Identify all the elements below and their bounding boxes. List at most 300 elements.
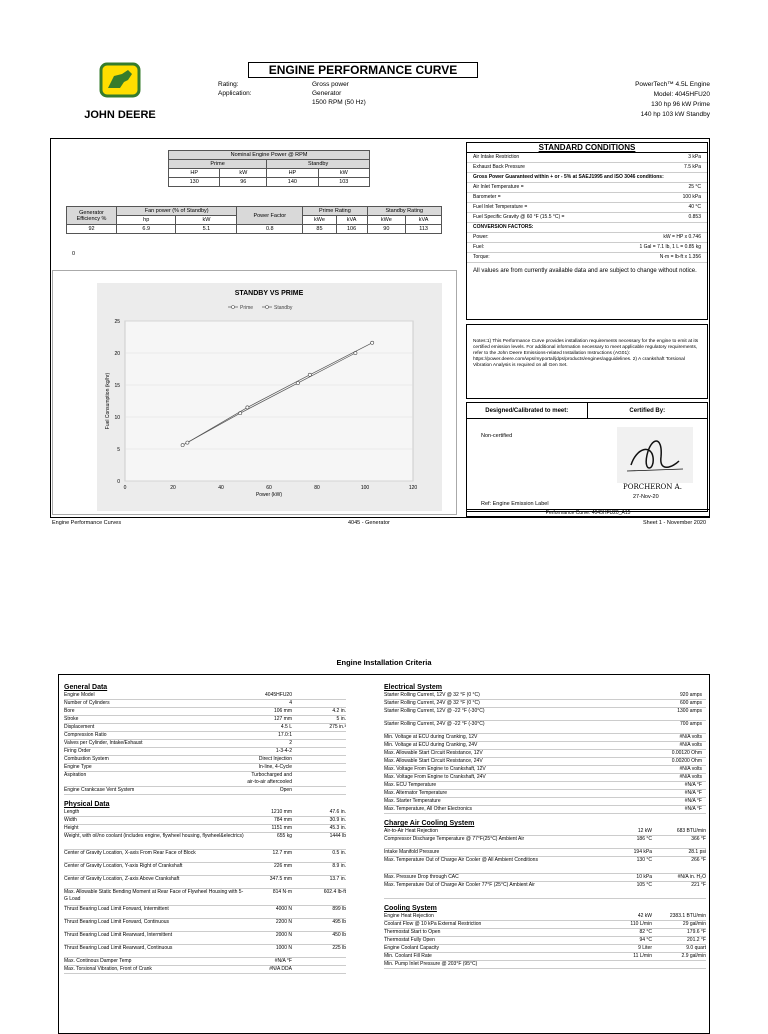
- general-row: [64, 732, 346, 740]
- criteria-label: Thrust Bearing Load Limit Rearward, Intermittent: [64, 932, 173, 938]
- cooling-row: [384, 921, 706, 929]
- criteria-label: Thrust Bearing Load Limit Forward, Intermittent: [64, 906, 169, 912]
- cooling-title: Cooling System: [384, 905, 437, 912]
- fan-power-header: Fan power (% of Standby): [117, 207, 237, 216]
- criteria-value: #N/A °F: [684, 806, 702, 812]
- gen-value: 85: [303, 225, 336, 234]
- criteria-title: Engine Installation Criteria: [336, 658, 432, 667]
- criteria-value: #N/A volts: [679, 742, 702, 748]
- criteria-label: Starter Rolling Current, 12V @ -22 °F (-30°C): [384, 708, 485, 714]
- general-row: [64, 787, 346, 795]
- std-value: N·m = lb-ft x 1.356: [659, 254, 701, 260]
- criteria-value: 10 kPa: [636, 874, 652, 880]
- x-tick-label: 0: [123, 485, 127, 491]
- physical-row: [64, 945, 346, 958]
- gen-value: 0.8: [237, 225, 303, 234]
- criteria-value: 130 °C: [636, 857, 652, 863]
- criteria-value: 4: [289, 700, 292, 706]
- criteria-value: In-line, 4-Cycle: [258, 764, 292, 770]
- criteria-label: Max. Continous Damper Temp: [64, 958, 132, 964]
- std-label: Power:: [473, 234, 489, 240]
- rating-block: [218, 80, 252, 98]
- plot-area: [125, 321, 413, 481]
- std-row: [467, 243, 707, 253]
- criteria-label: Weight, with oil/no coolant (includes engine, flywheel housing, flywheel&electrics): [64, 833, 244, 839]
- physical-row: [64, 906, 346, 919]
- application-label: Application:: [218, 90, 252, 97]
- footer-left: Engine Performance Curves: [52, 520, 122, 526]
- rating-value: Gross power: [312, 81, 349, 88]
- standby-kw: 103: [318, 178, 369, 187]
- prime-kw: 96: [220, 178, 267, 187]
- standby-header: Standby: [267, 160, 370, 169]
- hp-header: HP: [169, 169, 220, 178]
- std-value: 0.853: [688, 214, 701, 220]
- application-value: Generator: [312, 90, 342, 97]
- general-row: [64, 764, 346, 772]
- criteria-value: 127 mm: [273, 716, 292, 722]
- physical-row: [64, 966, 346, 974]
- standard-conditions: [466, 142, 708, 320]
- criteria-value: 2000 N: [275, 932, 292, 938]
- engine-model: Model: 4045HFU20: [653, 91, 710, 98]
- cert-value: Non-certified: [481, 433, 513, 439]
- std-label: Barometer =: [473, 194, 501, 200]
- electrical-row: [384, 758, 706, 766]
- x-tick-label: 80: [314, 485, 320, 491]
- criteria-value: 82 °C: [639, 929, 652, 935]
- criteria-value: 600 amps: [680, 700, 702, 706]
- designed-label: Designed/Calibrated to meet:: [467, 403, 588, 418]
- criteria-value: 899 lb: [332, 906, 346, 912]
- physical-row: [64, 889, 346, 906]
- criteria-value: 201.2 °F: [687, 937, 706, 943]
- ref-label: Ref: Engine Emission Label: [481, 501, 549, 507]
- criteria-value: #N/A volts: [679, 766, 702, 772]
- criteria-value: [606, 961, 656, 968]
- std-row: [467, 173, 707, 183]
- gen-value: 92: [67, 225, 117, 234]
- criteria-value: 784 mm: [273, 817, 292, 823]
- std-row: [467, 213, 707, 223]
- criteria-label: Min. Voltage at ECU during Cranking, 12V: [384, 734, 478, 740]
- criteria-value: 94 °C: [639, 937, 652, 943]
- standby-hp: 140: [267, 178, 318, 187]
- criteria-label: Max. Temperature Out of Charge Air Cooler 77°F (25°C) Ambient Air: [384, 882, 535, 888]
- criteria-value: 226 mm: [273, 863, 292, 869]
- criteria-value: 0.5 in.: [332, 850, 346, 856]
- criteria-label: Max. Allowable Start Circuit Resistance, 24V: [384, 758, 483, 764]
- zero-value: 0: [72, 251, 76, 257]
- criteria-value: [296, 732, 346, 739]
- physical-row: [64, 932, 346, 945]
- criteria-label: Air-to-Air Heat Rejection: [384, 828, 438, 834]
- criteria-label: Max. Allowable Static Bending Moment at Rear Face of Flywheel Housing with 5-G Load: [64, 889, 244, 902]
- x-tick-label: 40: [218, 485, 224, 491]
- x-tick-label: 100: [360, 485, 370, 491]
- criteria-value: 814 N·m: [272, 889, 292, 895]
- criteria-label: Max. Alternator Temperature: [384, 790, 447, 796]
- gen-eff-header: Generator Efficiency %: [67, 207, 117, 225]
- physical-row: [64, 833, 346, 850]
- criteria-value: 683 BTU/min: [676, 828, 706, 834]
- criteria-value: #N/A °F: [274, 958, 292, 964]
- criteria-value: 9 Liter: [638, 945, 652, 951]
- electrical-row: [384, 766, 706, 774]
- rpm-value: 1500 RPM (50 Hz): [312, 99, 366, 106]
- criteria-value: 2200 N: [275, 919, 292, 925]
- gen-value: 113: [406, 225, 442, 234]
- std-value: 25 °C: [688, 184, 701, 190]
- power-factor-header: Power Factor: [237, 207, 303, 225]
- criteria-label: Max. Temperature Out of Charge Air Cooler @ All Ambient Conditions: [384, 857, 538, 863]
- criteria-label: Engine Crankcase Vent System: [64, 787, 135, 793]
- criteria-value: 13.7 in.: [329, 876, 346, 882]
- criteria-value: 12.7 mm: [272, 850, 292, 856]
- std-label: Torque:: [473, 254, 490, 260]
- general-row: [64, 748, 346, 756]
- certification-box: [466, 402, 708, 512]
- physical-title: Physical Data: [64, 801, 110, 808]
- criteria-value: 347.5 mm: [269, 876, 292, 882]
- electrical-row: [384, 692, 706, 700]
- criteria-label: Displacement: [64, 724, 95, 730]
- criteria-value: 2.9 gal/min: [681, 953, 706, 959]
- criteria-value: #N/A volts: [679, 774, 702, 780]
- criteria-value: 1444 lb: [329, 833, 346, 839]
- sub-kwe: kWe: [303, 216, 336, 225]
- criteria-value: 9.0 quart: [686, 945, 706, 951]
- legend-label: Prime: [240, 305, 254, 311]
- criteria-value: 1210 mm: [271, 809, 292, 815]
- criteria-label: Max. Torsional Vibration, Front of Crank: [64, 966, 152, 972]
- legend-marker: [266, 306, 269, 309]
- criteria-label: Coolant Flow @ 10 kPa External Restriction: [384, 921, 482, 927]
- page-title: ENGINE PERFORMANCE CURVE: [248, 62, 478, 78]
- electrical-title: Electrical System: [384, 684, 442, 691]
- criteria-label: Stroke: [64, 716, 79, 722]
- electrical-row: [384, 806, 706, 814]
- criteria-value: #N/A in. H₂O: [677, 874, 706, 880]
- criteria-value: Open: [279, 787, 292, 793]
- rating-label: Rating:: [218, 81, 239, 88]
- criteria-label: Max. Pressure Drop through CAC: [384, 874, 459, 880]
- criteria-value: 4.5 L: [280, 724, 292, 730]
- criteria-label: Firing Order: [64, 748, 91, 754]
- criteria-right-column: [384, 680, 706, 969]
- prime-power: 130 hp 96 kW Prime: [651, 101, 710, 108]
- power-table-title: Nominal Engine Power @ RPM: [169, 151, 370, 160]
- criteria-value: 11 L/min: [633, 953, 652, 959]
- gen-value: 90: [367, 225, 406, 234]
- criteria-value: 221 °F: [691, 882, 706, 888]
- sub-kwe: kWe: [367, 216, 406, 225]
- cooling-row: [384, 945, 706, 953]
- criteria-value: 30.9 in.: [329, 817, 346, 823]
- criteria-label: Engine Heat Rejection: [384, 913, 434, 919]
- charge-row: [384, 882, 706, 899]
- std-row: [467, 253, 707, 263]
- std-label: Fuel:: [473, 244, 485, 250]
- criteria-label: Number of Cylinders: [64, 700, 110, 706]
- criteria-value: [296, 700, 346, 707]
- criteria-label: Thermostat Start to Open: [384, 929, 441, 935]
- criteria-value: [296, 787, 346, 794]
- criteria-label: Max. Starter Temperature: [384, 798, 441, 804]
- cooling-row: [384, 937, 706, 945]
- std-value: 100 kPa: [682, 194, 701, 200]
- x-tick-label: 120: [408, 485, 418, 491]
- criteria-label: Valves per Cylinder, Intake/Exhaust: [64, 740, 143, 746]
- criteria-label: Max. Allowable Start Circuit Resistance, 12V: [384, 750, 483, 756]
- std-row: [467, 203, 707, 213]
- nominal-power-table: [168, 150, 370, 187]
- criteria-label: Combustion System: [64, 756, 109, 762]
- physical-row: [64, 850, 346, 863]
- criteria-value: 602.4 lb-ft: [323, 889, 346, 895]
- charge-row: [384, 828, 706, 836]
- criteria-label: Starter Rolling Current, 24V @ 32 °F (0 °C): [384, 700, 480, 706]
- criteria-value: 4.2 in.: [332, 708, 346, 714]
- prime-hp: 130: [169, 178, 220, 187]
- criteria-value: 8.9 in.: [332, 863, 346, 869]
- criteria-label: Max. ECU Temperature: [384, 782, 437, 788]
- std-disclaimer: All values are from currently available data and are subject to change without notice.: [473, 268, 697, 274]
- criteria-value: 225 lb: [332, 945, 346, 951]
- electrical-row: [384, 721, 706, 734]
- criteria-value: 186 °C: [636, 836, 652, 842]
- std-value: 7.5 kPa: [684, 164, 701, 170]
- criteria-label: Bore: [64, 708, 75, 714]
- john-deere-logo: [70, 60, 170, 130]
- criteria-value: 495 lb: [332, 919, 346, 925]
- criteria-label: Center of Gravity Location, X-axis From Rear Face of Block: [64, 850, 196, 856]
- charge-row: [384, 836, 706, 849]
- criteria-value: 17.0:1: [278, 732, 292, 738]
- footer-center: 4045 - Generator: [348, 520, 390, 526]
- y-tick-label: 15: [114, 383, 120, 389]
- criteria-value: #N/A DDA: [269, 966, 292, 972]
- criteria-value: 2: [289, 740, 292, 746]
- criteria-value: #N/A °F: [684, 798, 702, 804]
- criteria-value: 12 kW: [637, 828, 652, 834]
- std-label: Fuel Inlet Temperature =: [473, 204, 528, 210]
- criteria-value: 366 °F: [691, 836, 706, 842]
- criteria-value: 0.00120 Ohm: [671, 750, 702, 756]
- criteria-label: Center of Gravity Location, Y-axis Right of Crankshaft: [64, 863, 183, 869]
- signature-image: [617, 427, 693, 483]
- prime-rating-header: Prime Rating: [303, 207, 367, 216]
- criteria-value: 450 lb: [332, 932, 346, 938]
- criteria-label: Height: [64, 825, 79, 831]
- criteria-value: [656, 961, 706, 968]
- y-tick-label: 5: [117, 447, 120, 453]
- physical-row: [64, 825, 346, 833]
- gen-value: 5.1: [176, 225, 237, 234]
- fuel-chart: [53, 271, 458, 516]
- std-value: 40 °C: [688, 204, 701, 210]
- data-point-standby: [246, 406, 249, 409]
- std-label: CONVERSION FACTORS:: [473, 224, 534, 230]
- standby-rating-header: Standby Rating: [367, 207, 441, 216]
- criteria-value: 28.1 psi: [688, 849, 706, 855]
- general-row: [64, 692, 346, 700]
- notes: Notes:1) This Performance Curve provides installation requirements necessary for the engine to emit at its certified emission levels. For additional information necessary to meet applicable regulatory requirements, refer to the John Deere Emissions-related Installation Instructions (AG01): https://power.deere.com/wps/myportal/jdps/products/engines/agguidelines. 2) A crankshaft Torsional Vibration Analysis is required on all Gen Set.: [466, 324, 708, 399]
- legend-label: Standby: [274, 305, 293, 311]
- physical-row: [64, 919, 346, 932]
- standby-power: 140 hp 103 kW Standby: [640, 111, 710, 118]
- criteria-label: Aspiration: [64, 772, 87, 778]
- certified-label: Certified By:: [629, 408, 666, 414]
- electrical-row: [384, 750, 706, 758]
- std-value: 1 Gal = 7.1 lb, 1 L = 0.85 kg: [639, 244, 701, 250]
- criteria-label: Max. Voltage From Engine to Crankshaft, 12V: [384, 766, 486, 772]
- charge-row: [384, 849, 706, 857]
- std-label: Air Intake Restriction: [473, 154, 520, 160]
- criteria-value: [296, 740, 346, 747]
- criteria-value: [296, 958, 346, 965]
- data-point-standby: [371, 341, 374, 344]
- std-row: [467, 223, 707, 233]
- criteria-value: 266 °F: [691, 857, 706, 863]
- criteria-label: Width: [64, 817, 77, 823]
- criteria-value: 1000 N: [275, 945, 292, 951]
- electrical-row: [384, 700, 706, 708]
- criteria-value: 4000 N: [275, 906, 292, 912]
- criteria-value: 1151 mm: [271, 825, 292, 831]
- general-row: [64, 700, 346, 708]
- criteria-value: 5 in.: [336, 716, 346, 722]
- rating-values: [312, 80, 366, 107]
- std-row: [467, 193, 707, 203]
- criteria-label: Length: [64, 809, 80, 815]
- kw-header: kW: [220, 169, 267, 178]
- criteria-label: Max. Temperature, All Other Electronics: [384, 806, 472, 812]
- charge-title: Charge Air Cooling System: [384, 820, 475, 827]
- criteria-label: Engine Model: [64, 692, 95, 698]
- criteria-value: #N/A volts: [679, 734, 702, 740]
- criteria-label: Thermostat Fully Open: [384, 937, 435, 943]
- std-label: Fuel Specific Gravity @ 60 °F (15.5 °C) =: [473, 214, 565, 220]
- std-row: [467, 233, 707, 243]
- y-tick-label: 25: [114, 319, 120, 325]
- criteria-value: 1-3-4-2: [275, 748, 292, 754]
- cooling-row: [384, 929, 706, 937]
- x-tick-label: 20: [170, 485, 176, 491]
- criteria-value: 110 L/min: [630, 921, 652, 927]
- general-row: [64, 716, 346, 724]
- sub-hp: hp: [117, 216, 176, 225]
- cooling-row: [384, 913, 706, 921]
- criteria-label: Intake Manifold Pressure: [384, 849, 440, 855]
- general-title: General Data: [64, 684, 108, 691]
- hp-header: HP: [267, 169, 318, 178]
- criteria-label: Compression Ratio: [64, 732, 107, 738]
- physical-row: [64, 863, 346, 876]
- general-row: [64, 756, 346, 764]
- chart-frame: [52, 270, 457, 515]
- electrical-row: [384, 742, 706, 750]
- electrical-row: [384, 734, 706, 742]
- electrical-row: [384, 790, 706, 798]
- general-row: [64, 724, 346, 732]
- chart-title: STANDBY VS PRIME: [234, 290, 304, 297]
- general-row: [64, 740, 346, 748]
- criteria-value: 920 amps: [680, 692, 702, 698]
- criteria-label: Compressor Discharge Temperature @ 77°F(25°C) Ambient Air: [384, 836, 525, 842]
- physical-row: [64, 817, 346, 825]
- criteria-value: [296, 756, 346, 763]
- std-value: 3 kPa: [688, 154, 701, 160]
- general-row: [64, 708, 346, 716]
- data-point-standby: [186, 441, 189, 444]
- legend-marker: [232, 306, 235, 309]
- criteria-label: Max. Voltage From Engine to Crankshaft, 24V: [384, 774, 486, 780]
- criteria-value: Turbocharged and air-to-air aftercooled: [247, 772, 292, 785]
- engine-name: PowerTech™ 4.5L Engine: [635, 81, 710, 88]
- electrical-row: [384, 708, 706, 721]
- criteria-value: [296, 772, 346, 786]
- curve-id: Performance Curve: 4045HFU20_A15: [466, 509, 710, 517]
- std-label: Gross Power Guaranteed within + or - 5% at SAEJ1995 and ISO 3046 conditions:: [473, 174, 664, 180]
- criteria-label: Starter Rolling Current, 12V @ 32 °F (0 °C): [384, 692, 480, 698]
- criteria-value: [296, 966, 346, 973]
- y-tick-label: 10: [114, 415, 120, 421]
- criteria-value: #N/A °F: [684, 790, 702, 796]
- criteria-value: 42 kW: [637, 913, 652, 919]
- criteria-value: [296, 764, 346, 771]
- std-row: [467, 183, 707, 193]
- criteria-value: 2383.1 BTU/min: [669, 913, 706, 919]
- data-point-prime: [181, 444, 184, 447]
- x-tick-label: 60: [266, 485, 272, 491]
- gen-value: 106: [336, 225, 367, 234]
- physical-row: [64, 876, 346, 889]
- x-axis-label: Power (kW): [255, 492, 283, 498]
- criteria-value: 655 kg: [276, 833, 292, 839]
- criteria-value: 45.3 in.: [329, 825, 346, 831]
- sub-kva: kVA: [336, 216, 367, 225]
- criteria-value: 179.6 °F: [687, 929, 706, 935]
- electrical-row: [384, 798, 706, 806]
- data-point-standby: [308, 373, 311, 376]
- std-label: Air Inlet Temperature =: [473, 184, 524, 190]
- criteria-value: [296, 748, 346, 755]
- std-row: [467, 153, 707, 163]
- electrical-row: [384, 782, 706, 790]
- criteria-label: Center of Gravity Location, Z-axis Above Crankshaft: [64, 876, 180, 882]
- footer-right: Sheet 1 - November 2020: [643, 520, 706, 526]
- criteria-value: [296, 692, 346, 699]
- electrical-row: [384, 774, 706, 782]
- criteria-value: Direct Injection: [258, 756, 292, 762]
- prime-header: Prime: [169, 160, 267, 169]
- general-row: [64, 772, 346, 787]
- physical-row: [64, 958, 346, 966]
- gen-value: 6.9: [117, 225, 176, 234]
- y-axis-label: Fuel Consumption (kg/hr): [105, 372, 111, 430]
- sub-kw: kW: [176, 216, 237, 225]
- std-label: Exhaust Back Pressure: [473, 164, 525, 170]
- criteria-value: 105 °C: [636, 882, 652, 888]
- sub-kva: kVA: [406, 216, 442, 225]
- y-tick-label: 0: [117, 479, 120, 485]
- criteria-label: Min. Coolant Fill Rate: [384, 953, 432, 959]
- signer-name: PORCHERON A.: [623, 483, 682, 491]
- criteria-value: #N/A °F: [684, 782, 702, 788]
- cooling-row: [384, 953, 706, 961]
- charge-row: [384, 857, 706, 874]
